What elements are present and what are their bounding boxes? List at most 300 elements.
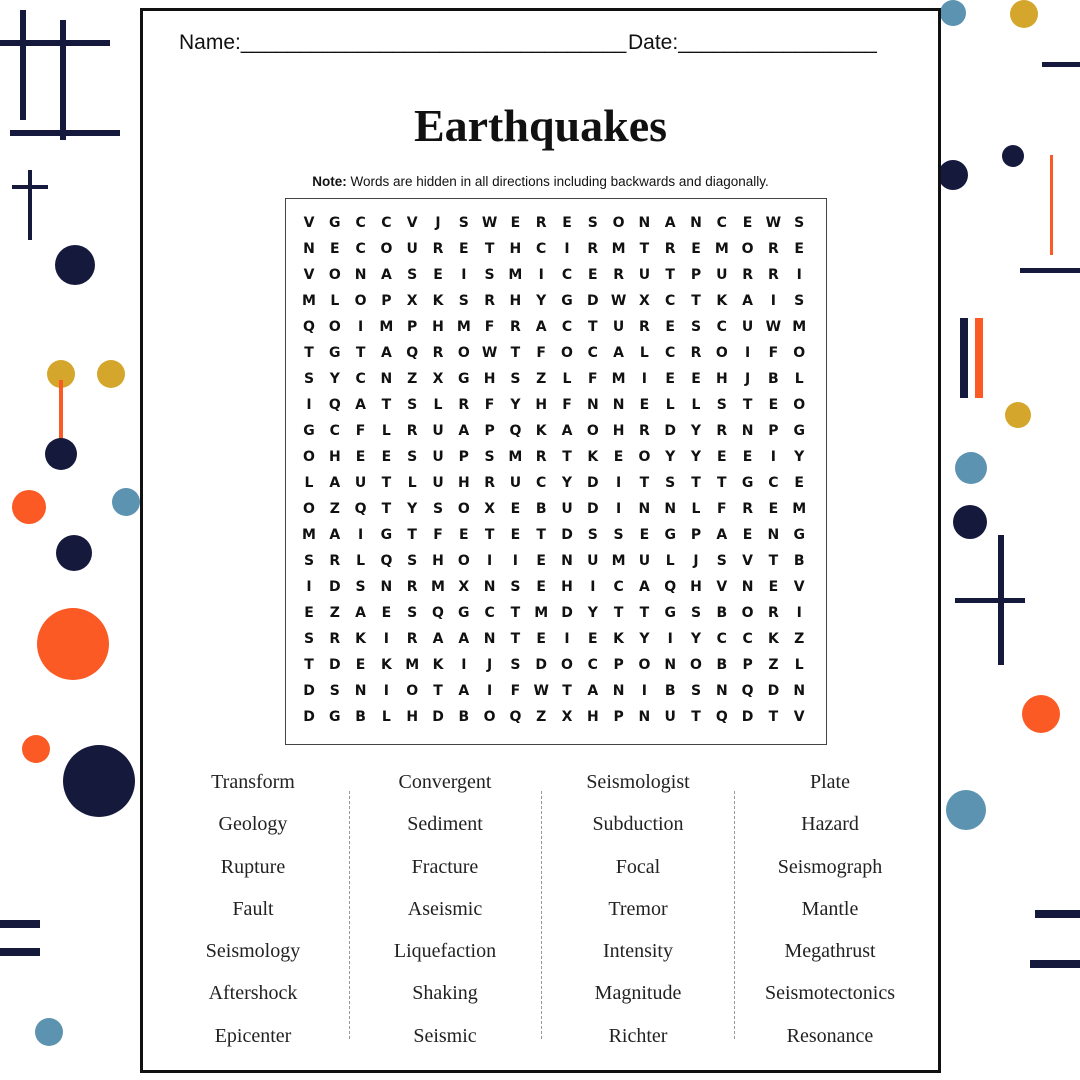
grid-letter[interactable]: O <box>715 345 728 361</box>
grid-letter[interactable]: S <box>329 683 340 699</box>
grid-letter[interactable]: B <box>664 683 676 699</box>
grid-letter[interactable]: K <box>432 293 444 309</box>
grid-letter[interactable]: O <box>483 709 496 725</box>
grid-letter[interactable]: E <box>742 215 753 231</box>
grid-letter[interactable]: F <box>355 423 366 439</box>
grid-letter[interactable]: S <box>432 501 444 517</box>
grid-letter[interactable]: T <box>355 345 366 361</box>
grid-letter[interactable]: I <box>615 501 622 517</box>
grid-letter[interactable]: S <box>690 605 702 621</box>
grid-letter[interactable]: M <box>379 319 394 335</box>
grid-letter[interactable]: R <box>768 605 779 621</box>
grid-letter[interactable]: Q <box>380 553 393 569</box>
grid-letter[interactable]: I <box>590 579 596 595</box>
grid-letter[interactable]: W <box>533 683 549 699</box>
grid-letter[interactable]: O <box>328 319 341 335</box>
grid-letter[interactable]: E <box>794 475 804 491</box>
grid-letter[interactable]: E <box>330 241 340 257</box>
grid-letter[interactable]: T <box>768 709 779 725</box>
grid-letter[interactable]: I <box>667 631 673 647</box>
grid-letter[interactable]: D <box>586 293 599 309</box>
grid-letter[interactable]: T <box>742 397 753 413</box>
grid-letter[interactable]: P <box>613 709 624 725</box>
grid-letter[interactable]: G <box>329 345 341 361</box>
grid-letter[interactable]: T <box>381 501 392 517</box>
grid-letter[interactable]: J <box>744 371 751 387</box>
grid-letter[interactable]: B <box>355 709 366 725</box>
grid-letter[interactable]: D <box>664 423 676 439</box>
grid-letter[interactable]: E <box>768 501 779 517</box>
grid-letter[interactable]: A <box>380 345 392 361</box>
grid-letter[interactable]: H <box>432 319 444 335</box>
grid-letter[interactable]: G <box>741 475 754 491</box>
grid-letter[interactable]: I <box>357 527 364 543</box>
grid-letter[interactable]: K <box>716 293 728 309</box>
grid-letter[interactable]: S <box>407 397 418 413</box>
grid-letter[interactable]: U <box>716 267 728 283</box>
grid-letter[interactable]: Z <box>329 501 340 517</box>
grid-letter[interactable]: S <box>458 293 469 309</box>
grid-letter[interactable]: H <box>509 241 522 257</box>
grid-letter[interactable]: R <box>510 319 521 335</box>
grid-letter[interactable]: T <box>433 683 443 699</box>
grid-letter[interactable]: I <box>641 371 647 387</box>
grid-letter[interactable]: M <box>508 449 523 465</box>
grid-letter[interactable]: Q <box>432 605 444 621</box>
grid-letter[interactable]: O <box>561 657 573 673</box>
grid-letter[interactable]: X <box>638 293 650 309</box>
grid-letter[interactable]: U <box>741 319 754 335</box>
grid-letter[interactable]: R <box>742 267 753 283</box>
grid-letter[interactable]: H <box>483 371 496 387</box>
grid-letter[interactable]: M <box>611 241 626 257</box>
grid-letter[interactable]: U <box>432 449 444 465</box>
grid-letter[interactable]: Q <box>664 579 677 595</box>
grid-letter[interactable]: A <box>355 605 367 621</box>
grid-letter[interactable]: S <box>665 475 676 491</box>
grid-letter[interactable]: D <box>586 475 599 491</box>
grid-letter[interactable]: O <box>561 345 573 361</box>
grid-letter[interactable]: R <box>639 423 650 439</box>
grid-letter[interactable]: T <box>562 449 572 465</box>
grid-letter[interactable]: T <box>768 553 779 569</box>
grid-letter[interactable]: D <box>586 501 599 517</box>
grid-letter[interactable]: E <box>588 631 598 647</box>
grid-letter[interactable]: C <box>381 215 392 231</box>
grid-letter[interactable]: I <box>564 631 570 647</box>
grid-letter[interactable]: C <box>665 345 676 361</box>
grid-letter[interactable]: R <box>329 553 341 569</box>
grid-letter[interactable]: F <box>433 527 443 543</box>
grid-letter[interactable]: V <box>716 579 728 595</box>
grid-letter[interactable]: E <box>742 449 753 465</box>
grid-letter[interactable]: O <box>793 397 806 413</box>
grid-letter[interactable]: M <box>714 241 729 257</box>
grid-letter[interactable]: C <box>355 241 366 257</box>
grid-letter[interactable]: E <box>536 631 546 647</box>
grid-letter[interactable]: E <box>562 215 572 231</box>
grid-letter[interactable]: Q <box>303 319 315 335</box>
grid-letter[interactable]: I <box>796 605 802 621</box>
grid-letter[interactable]: D <box>328 579 341 595</box>
grid-letter[interactable]: Q <box>715 709 728 725</box>
grid-letter[interactable]: K <box>587 449 599 465</box>
grid-letter[interactable]: D <box>561 527 573 543</box>
grid-letter[interactable]: P <box>407 319 418 335</box>
grid-letter[interactable]: R <box>742 501 753 517</box>
grid-letter[interactable]: T <box>484 241 495 257</box>
grid-letter[interactable]: M <box>405 657 420 673</box>
grid-letter[interactable]: K <box>432 657 444 673</box>
grid-letter[interactable]: T <box>510 631 521 647</box>
grid-letter[interactable]: S <box>303 371 315 387</box>
grid-letter[interactable]: H <box>509 293 522 309</box>
grid-letter[interactable]: B <box>793 553 805 569</box>
grid-letter[interactable]: A <box>535 319 547 335</box>
grid-letter[interactable]: O <box>638 449 651 465</box>
grid-letter[interactable]: F <box>588 371 598 387</box>
name-field[interactable] <box>179 31 626 55</box>
grid-letter[interactable]: N <box>638 709 651 725</box>
grid-letter[interactable]: F <box>562 397 572 413</box>
grid-letter[interactable]: T <box>510 605 521 621</box>
grid-letter[interactable]: N <box>380 579 393 595</box>
grid-letter[interactable]: Y <box>407 501 418 517</box>
grid-letter[interactable]: A <box>432 631 444 647</box>
grid-letter[interactable]: P <box>768 423 779 439</box>
grid-letter[interactable]: C <box>716 631 727 647</box>
grid-letter[interactable]: L <box>639 345 649 361</box>
grid-letter[interactable]: T <box>691 709 701 725</box>
grid-letter[interactable]: F <box>484 319 495 335</box>
grid-letter[interactable]: C <box>536 475 547 491</box>
grid-letter[interactable]: S <box>587 527 598 543</box>
grid-letter[interactable]: P <box>690 527 702 543</box>
grid-letter[interactable]: E <box>536 553 546 569</box>
grid-letter[interactable]: I <box>306 397 312 413</box>
grid-letter[interactable]: C <box>587 345 598 361</box>
grid-letter[interactable]: T <box>717 475 727 491</box>
grid-letter[interactable]: E <box>355 449 366 465</box>
grid-letter[interactable]: R <box>587 241 599 257</box>
grid-letter[interactable]: Y <box>690 631 702 647</box>
grid-letter[interactable]: U <box>587 553 599 569</box>
grid-letter[interactable]: P <box>613 657 624 673</box>
grid-letter[interactable]: A <box>716 527 728 543</box>
grid-letter[interactable]: U <box>612 319 625 335</box>
grid-letter[interactable]: A <box>613 345 625 361</box>
grid-letter[interactable]: V <box>303 215 315 231</box>
grid-letter[interactable]: I <box>461 267 467 283</box>
grid-letter[interactable]: I <box>512 553 518 569</box>
grid-letter[interactable]: M <box>611 371 626 387</box>
grid-letter[interactable]: W <box>765 319 782 335</box>
grid-letter[interactable]: K <box>535 423 547 439</box>
grid-letter[interactable]: A <box>458 683 470 699</box>
date-field[interactable] <box>628 31 877 55</box>
grid-letter[interactable]: L <box>356 553 366 569</box>
grid-letter[interactable]: S <box>794 215 805 231</box>
grid-letter[interactable]: R <box>484 475 495 491</box>
grid-letter[interactable]: N <box>638 501 651 517</box>
grid-letter[interactable]: U <box>664 709 676 725</box>
grid-letter[interactable]: E <box>742 527 753 543</box>
grid-letter[interactable]: Y <box>329 371 340 387</box>
grid-letter[interactable]: T <box>691 475 701 491</box>
grid-letter[interactable]: C <box>665 293 676 309</box>
grid-letter[interactable]: O <box>638 657 651 673</box>
grid-letter[interactable]: H <box>561 579 573 595</box>
grid-letter[interactable]: C <box>613 579 624 595</box>
grid-letter[interactable]: U <box>432 475 444 491</box>
grid-letter[interactable]: L <box>433 397 443 413</box>
grid-letter[interactable]: I <box>641 683 647 699</box>
grid-letter[interactable]: M <box>456 319 471 335</box>
grid-letter[interactable]: N <box>638 215 651 231</box>
grid-letter[interactable]: G <box>458 371 470 387</box>
grid-letter[interactable]: R <box>639 319 650 335</box>
grid-letter[interactable]: T <box>510 345 521 361</box>
grid-letter[interactable]: G <box>380 527 393 543</box>
grid-letter[interactable]: S <box>407 553 418 569</box>
grid-letter[interactable]: D <box>741 709 754 725</box>
grid-letter[interactable]: F <box>484 397 495 413</box>
grid-letter[interactable]: E <box>510 527 521 543</box>
grid-letter[interactable]: N <box>715 683 728 699</box>
grid-letter[interactable]: U <box>406 241 418 257</box>
grid-letter[interactable]: P <box>381 293 392 309</box>
grid-letter[interactable]: T <box>639 475 650 491</box>
grid-letter[interactable]: Y <box>561 475 573 491</box>
grid-letter[interactable]: A <box>329 527 341 543</box>
grid-letter[interactable]: S <box>510 657 521 673</box>
grid-letter[interactable]: Z <box>329 605 340 621</box>
grid-letter[interactable]: T <box>484 527 495 543</box>
grid-letter[interactable]: F <box>717 501 727 517</box>
grid-letter[interactable]: U <box>509 475 522 491</box>
grid-letter[interactable]: S <box>303 553 315 569</box>
grid-letter[interactable]: E <box>510 215 521 231</box>
grid-letter[interactable]: R <box>768 267 779 283</box>
grid-letter[interactable]: R <box>406 631 418 647</box>
grid-letter[interactable]: K <box>380 657 392 673</box>
grid-letter[interactable]: I <box>538 267 544 283</box>
grid-letter[interactable]: L <box>794 371 804 387</box>
grid-letter[interactable]: N <box>586 397 599 413</box>
grid-letter[interactable]: Z <box>536 709 547 725</box>
grid-letter[interactable]: F <box>768 345 779 361</box>
grid-letter[interactable]: V <box>406 215 418 231</box>
grid-letter[interactable]: E <box>381 449 392 465</box>
grid-letter[interactable]: A <box>458 423 470 439</box>
grid-letter[interactable]: O <box>303 501 315 517</box>
grid-letter[interactable]: N <box>483 579 496 595</box>
grid-letter[interactable]: O <box>690 657 702 673</box>
grid-letter[interactable]: Y <box>690 423 702 439</box>
grid-letter[interactable]: G <box>664 605 676 621</box>
grid-letter[interactable]: Y <box>639 631 650 647</box>
grid-letter[interactable]: J <box>435 215 441 231</box>
grid-letter[interactable]: A <box>742 293 754 309</box>
grid-letter[interactable]: A <box>638 579 650 595</box>
grid-letter[interactable]: Z <box>768 657 779 673</box>
grid-letter[interactable]: F <box>510 683 521 699</box>
grid-letter[interactable]: I <box>357 319 364 335</box>
grid-letter[interactable]: I <box>306 579 312 595</box>
grid-letter[interactable]: C <box>355 371 366 387</box>
grid-letter[interactable]: L <box>665 397 675 413</box>
grid-letter[interactable]: Q <box>741 683 754 699</box>
grid-letter[interactable]: O <box>457 553 470 569</box>
grid-letter[interactable]: B <box>535 501 547 517</box>
grid-letter[interactable]: C <box>587 657 598 673</box>
grid-letter[interactable]: E <box>381 605 392 621</box>
grid-letter[interactable]: B <box>458 709 470 725</box>
grid-letter[interactable]: Q <box>509 709 522 725</box>
grid-letter[interactable]: I <box>383 631 389 647</box>
grid-letter[interactable]: T <box>588 319 598 335</box>
grid-letter[interactable]: S <box>716 397 727 413</box>
grid-letter[interactable]: O <box>457 345 470 361</box>
grid-letter[interactable]: N <box>303 241 315 257</box>
grid-letter[interactable]: L <box>691 501 701 517</box>
grid-letter[interactable]: N <box>612 397 625 413</box>
grid-letter[interactable]: V <box>793 579 805 595</box>
grid-letter[interactable]: C <box>561 319 573 335</box>
grid-letter[interactable]: J <box>693 553 699 569</box>
grid-letter[interactable]: H <box>715 371 728 387</box>
grid-letter[interactable]: T <box>665 267 675 283</box>
grid-letter[interactable]: E <box>510 501 521 517</box>
grid-letter[interactable]: Q <box>406 345 419 361</box>
grid-letter[interactable]: E <box>794 241 804 257</box>
grid-letter[interactable]: W <box>765 215 782 231</box>
grid-letter[interactable]: T <box>536 527 546 543</box>
grid-letter[interactable]: D <box>561 605 573 621</box>
grid-letter[interactable]: T <box>407 527 417 543</box>
grid-letter[interactable]: A <box>355 397 367 413</box>
grid-letter[interactable]: N <box>612 683 625 699</box>
grid-letter[interactable]: R <box>329 631 341 647</box>
grid-letter[interactable]: R <box>432 345 444 361</box>
grid-letter[interactable]: E <box>717 449 727 465</box>
grid-letter[interactable]: V <box>793 709 805 725</box>
grid-letter[interactable]: R <box>716 423 728 439</box>
grid-letter[interactable]: Y <box>510 397 521 413</box>
grid-letter[interactable]: Y <box>665 449 676 465</box>
grid-letter[interactable]: H <box>612 423 625 439</box>
grid-letter[interactable]: R <box>535 449 547 465</box>
grid-letter[interactable]: I <box>564 241 570 257</box>
grid-letter[interactable]: I <box>486 553 493 569</box>
grid-letter[interactable]: R <box>613 267 624 283</box>
grid-letter[interactable]: Q <box>328 397 341 413</box>
grid-letter[interactable]: A <box>329 475 341 491</box>
grid-letter[interactable]: E <box>433 267 443 283</box>
grid-letter[interactable]: P <box>742 657 753 673</box>
grid-letter[interactable]: E <box>536 579 546 595</box>
grid-letter[interactable]: H <box>457 475 470 491</box>
grid-letter[interactable]: C <box>768 475 779 491</box>
grid-letter[interactable]: E <box>639 397 650 413</box>
grid-letter[interactable]: O <box>406 683 419 699</box>
grid-letter[interactable]: Q <box>354 501 367 517</box>
grid-letter[interactable]: L <box>330 293 340 309</box>
grid-letter[interactable]: O <box>380 241 393 257</box>
grid-letter[interactable]: M <box>508 267 523 283</box>
grid-letter[interactable]: X <box>406 293 418 309</box>
grid-letter[interactable]: K <box>613 631 625 647</box>
grid-letter[interactable]: E <box>639 527 650 543</box>
grid-letter[interactable]: G <box>561 293 573 309</box>
grid-letter[interactable]: S <box>510 579 521 595</box>
grid-letter[interactable]: G <box>303 423 315 439</box>
grid-letter[interactable]: T <box>613 605 624 621</box>
grid-letter[interactable]: K <box>767 631 779 647</box>
grid-letter[interactable]: D <box>535 657 547 673</box>
grid-letter[interactable]: L <box>304 475 314 491</box>
grid-letter[interactable]: H <box>586 709 599 725</box>
grid-letter[interactable]: E <box>613 449 624 465</box>
grid-letter[interactable]: O <box>741 605 754 621</box>
grid-letter[interactable]: N <box>664 501 677 517</box>
grid-letter[interactable]: E <box>304 605 314 621</box>
grid-letter[interactable]: X <box>561 709 573 725</box>
grid-letter[interactable]: C <box>716 215 727 231</box>
grid-letter[interactable]: Z <box>407 371 418 387</box>
grid-letter[interactable]: M <box>302 527 316 543</box>
grid-letter[interactable]: G <box>329 709 341 725</box>
grid-letter[interactable]: L <box>407 475 417 491</box>
grid-letter[interactable]: I <box>461 657 467 673</box>
grid-letter[interactable]: U <box>638 553 651 569</box>
grid-letter[interactable]: M <box>792 501 807 517</box>
grid-letter[interactable]: S <box>407 267 418 283</box>
grid-letter[interactable]: N <box>483 631 496 647</box>
grid-letter[interactable]: N <box>380 371 393 387</box>
grid-letter[interactable]: P <box>690 267 702 283</box>
grid-letter[interactable]: M <box>534 605 549 621</box>
grid-letter[interactable]: E <box>355 657 366 673</box>
grid-letter[interactable]: O <box>612 215 625 231</box>
grid-letter[interactable]: X <box>458 579 470 595</box>
grid-letter[interactable]: E <box>459 241 469 257</box>
grid-letter[interactable]: U <box>561 501 573 517</box>
grid-letter[interactable]: G <box>793 423 805 439</box>
grid-letter[interactable]: R <box>406 423 418 439</box>
grid-letter[interactable]: R <box>406 579 418 595</box>
grid-letter[interactable]: L <box>665 553 675 569</box>
grid-letter[interactable]: R <box>690 345 702 361</box>
grid-letter[interactable]: O <box>354 293 367 309</box>
grid-letter[interactable]: Z <box>794 631 805 647</box>
grid-letter[interactable]: S <box>613 527 624 543</box>
grid-letter[interactable]: T <box>381 397 392 413</box>
grid-letter[interactable]: T <box>639 605 650 621</box>
grid-letter[interactable]: H <box>690 579 702 595</box>
grid-letter[interactable]: N <box>741 579 754 595</box>
grid-letter[interactable]: N <box>690 215 702 231</box>
grid-letter[interactable]: I <box>770 449 776 465</box>
grid-letter[interactable]: O <box>741 241 754 257</box>
grid-letter[interactable]: N <box>354 267 367 283</box>
grid-letter[interactable]: W <box>481 215 498 231</box>
grid-letter[interactable]: R <box>664 241 676 257</box>
grid-letter[interactable]: M <box>302 293 316 309</box>
grid-letter[interactable]: X <box>484 501 495 517</box>
grid-letter[interactable]: X <box>432 371 444 387</box>
grid-letter[interactable]: K <box>355 631 367 647</box>
